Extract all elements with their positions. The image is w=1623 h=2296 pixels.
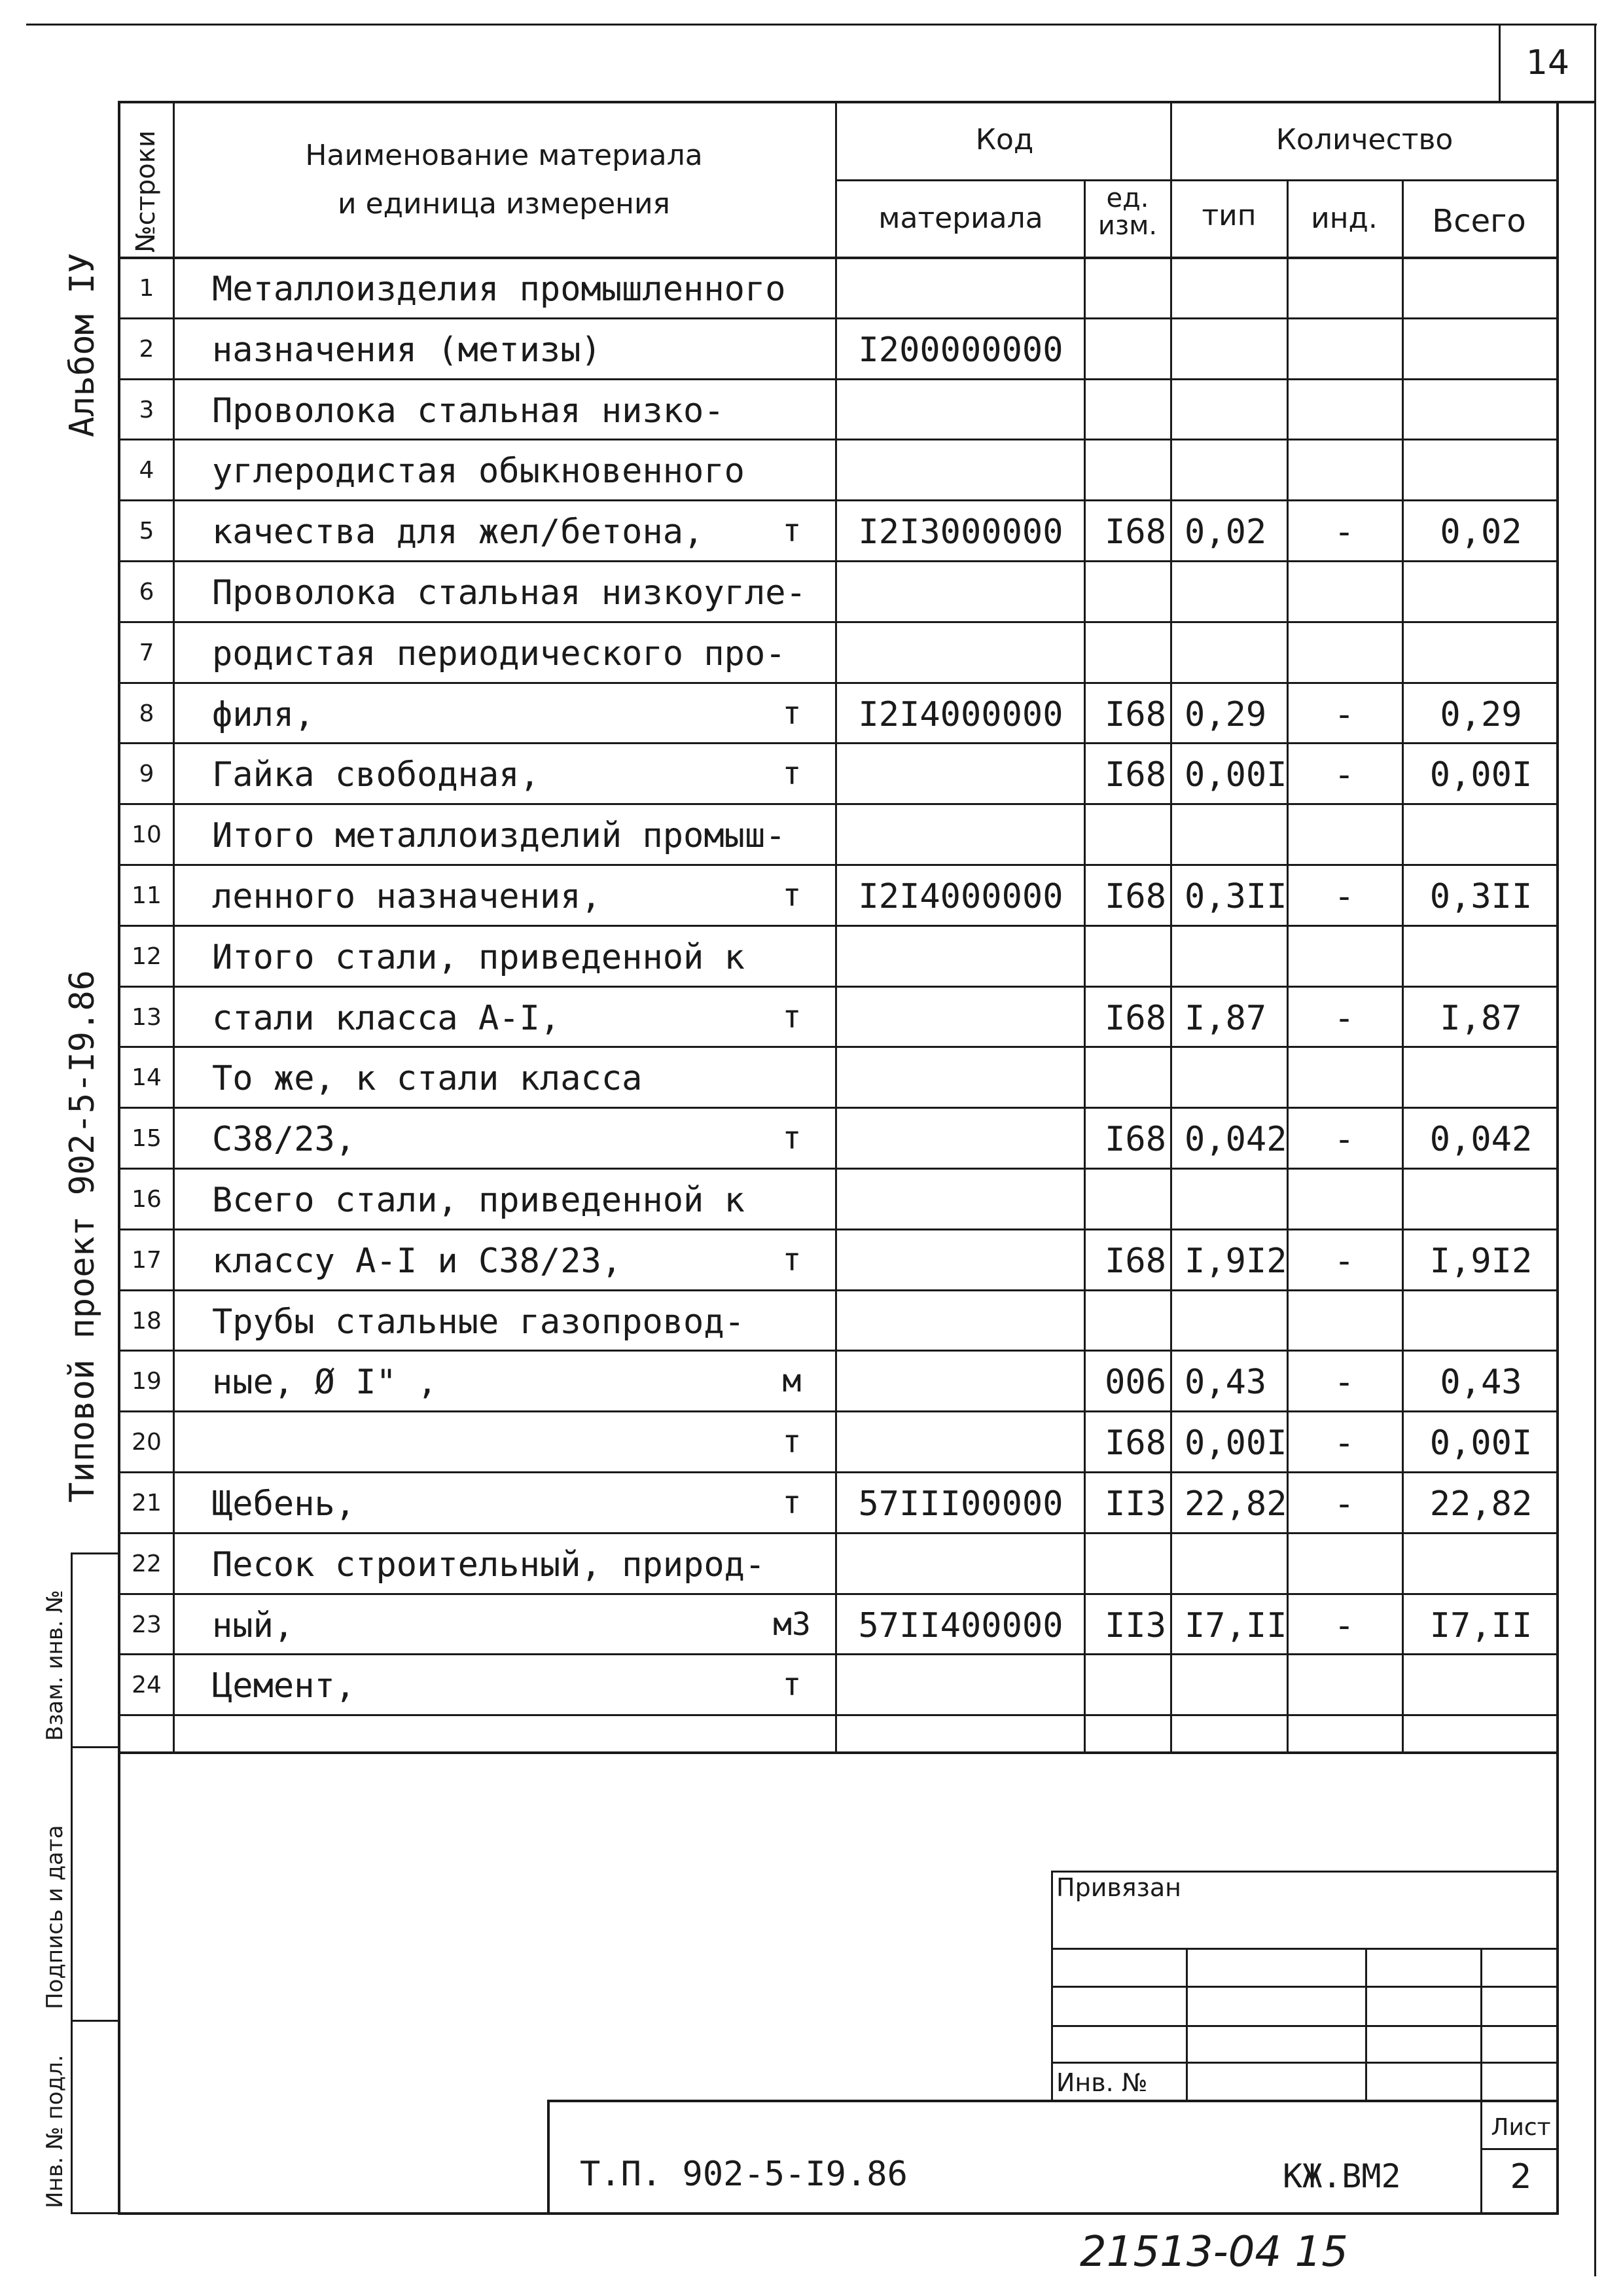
quantity-individual: - — [1334, 1120, 1355, 1160]
sheet-number: 2 — [1510, 2157, 1532, 2197]
material-name: Металлоизделия промышленного — [212, 270, 786, 309]
material-name: назначения (метизы) — [212, 330, 601, 370]
inv-no-label: Инв. № — [1056, 2068, 1148, 2097]
row-number: 7 — [139, 639, 154, 666]
material-code: I2I4000000 — [858, 694, 1063, 734]
material-name: Цемент, — [212, 1666, 356, 1706]
quantity-total: 0,3II — [1429, 877, 1533, 916]
qty-group-header: Количество — [1275, 123, 1454, 156]
unit-of-measure: т — [782, 1424, 802, 1461]
table-row — [0, 622, 1623, 683]
unit-of-measure: т — [782, 755, 802, 793]
row-number: 20 — [132, 1429, 162, 1456]
unit-code: I68 — [1105, 1424, 1166, 1463]
row-number: 6 — [139, 579, 154, 605]
material-name: ный, — [212, 1605, 294, 1645]
quantity-individual: - — [1334, 998, 1355, 1038]
material-name: классу А-I и С38/23, — [212, 1241, 622, 1281]
row-number: 18 — [132, 1307, 162, 1335]
table-row — [0, 865, 1623, 926]
quantity-individual: - — [1334, 1484, 1355, 1524]
quantity-type: 0,042 — [1185, 1120, 1287, 1160]
quantity-total: 0,02 — [1440, 512, 1522, 552]
row-number: 2 — [139, 335, 154, 363]
material-name: Проволока стальная низкоугле- — [212, 573, 806, 613]
table-row — [0, 987, 1623, 1048]
quantity-total: 0,29 — [1440, 694, 1522, 734]
quantity-type: 0,02 — [1185, 512, 1267, 552]
table-row — [0, 1230, 1623, 1291]
row-number: 16 — [132, 1186, 162, 1213]
unit-code: I68 — [1105, 1120, 1166, 1160]
material-name: Проволока стальная низко- — [212, 391, 724, 431]
material-name: Всего стали, приведенной к — [212, 1181, 745, 1220]
quantity-type: 0,43 — [1185, 1363, 1267, 1403]
material-name: С38/23, — [212, 1120, 356, 1160]
table-row — [0, 1291, 1623, 1352]
code-unit-header-text: ед. изм. — [1097, 183, 1158, 241]
unit-code: II3 — [1105, 1484, 1166, 1524]
name-header-line1: Наименование материала — [305, 139, 703, 172]
unit-of-measure: т — [782, 998, 802, 1035]
material-name: Гайка свободная, — [212, 755, 540, 795]
unit-of-measure: т — [782, 877, 802, 914]
stamp-signature-date: Подпись и дата — [42, 1825, 68, 2009]
code-material-header: материала — [878, 202, 1043, 235]
quantity-individual: - — [1334, 694, 1355, 734]
quantity-individual: - — [1334, 877, 1355, 916]
unit-of-measure: м3 — [773, 1605, 811, 1643]
row-number: 13 — [132, 1003, 162, 1031]
name-header-line2: и единица измерения — [337, 187, 671, 221]
material-code: I2I3000000 — [858, 512, 1063, 552]
table-row — [0, 319, 1623, 380]
quantity-type: 0,00I — [1185, 755, 1287, 795]
material-name: Итого металлоизделий промыш- — [212, 816, 786, 856]
quantity-type: 0,3II — [1185, 877, 1287, 916]
material-name: Песок строительный, природ- — [212, 1545, 766, 1585]
quantity-individual: - — [1334, 1363, 1355, 1403]
quantity-total: I7,II — [1429, 1605, 1533, 1645]
unit-code: II3 — [1105, 1605, 1166, 1645]
table-row — [0, 1534, 1623, 1594]
unit-of-measure: т — [782, 1484, 802, 1521]
row-number: 19 — [132, 1368, 162, 1395]
row-number: 9 — [139, 761, 154, 788]
table-row — [0, 258, 1623, 319]
row-number: 23 — [132, 1611, 162, 1638]
material-code: I2I4000000 — [858, 877, 1063, 916]
material-name: родистая периодического про- — [212, 634, 786, 673]
row-number: 24 — [132, 1672, 162, 1699]
table-row — [0, 683, 1623, 744]
qty-type-header: тип — [1202, 199, 1257, 232]
quantity-individual: - — [1334, 1424, 1355, 1463]
unit-code: I68 — [1105, 1241, 1166, 1281]
row-rule — [118, 1714, 1558, 1716]
quantity-individual: - — [1334, 512, 1355, 552]
table-row — [0, 744, 1623, 804]
unit-of-measure: т — [782, 694, 802, 732]
table-row — [0, 804, 1623, 865]
row-number: 14 — [132, 1064, 162, 1092]
material-name: То же, к стали класса — [212, 1059, 643, 1099]
quantity-type: 22,82 — [1185, 1484, 1287, 1524]
qty-ind-header: инд. — [1311, 202, 1378, 235]
row-number: 15 — [132, 1125, 162, 1153]
unit-of-measure: т — [782, 1120, 802, 1157]
quantity-type: I,9I2 — [1185, 1241, 1287, 1281]
document-code: КЖ.ВМ2 — [1283, 2157, 1401, 2195]
quantity-individual: - — [1334, 1605, 1355, 1645]
quantity-total: 0,00I — [1429, 755, 1533, 795]
row-number: 11 — [132, 882, 162, 909]
quantity-type: 0,00I — [1185, 1424, 1287, 1463]
row-number: 4 — [139, 457, 154, 484]
material-code: 57III00000 — [858, 1484, 1063, 1524]
row-number-header: №строки — [131, 130, 161, 253]
unit-of-measure: т — [782, 1241, 802, 1278]
stamp-inv-original: Инв. № подл. — [42, 2054, 68, 2208]
quantity-type: I,87 — [1185, 998, 1267, 1038]
row-number: 17 — [132, 1246, 162, 1274]
quantity-total: I,9I2 — [1429, 1241, 1533, 1281]
quantity-individual: - — [1334, 1241, 1355, 1281]
document-number: Т.П. 902-5-I9.86 — [580, 2155, 908, 2194]
quantity-type: 0,29 — [1185, 694, 1267, 734]
row-number: 1 — [139, 275, 154, 302]
table-row — [0, 380, 1623, 440]
material-name: углеродистая обыкновенного — [212, 452, 745, 492]
table-row — [0, 1108, 1623, 1169]
project-label: Типовой проект 902-5-I9.86 — [63, 970, 102, 1503]
quantity-total: 22,82 — [1429, 1484, 1533, 1524]
row-number: 21 — [132, 1490, 162, 1516]
material-code: 57II400000 — [858, 1605, 1063, 1645]
table-row — [0, 562, 1623, 622]
unit-of-measure: м — [782, 1363, 802, 1400]
quantity-total: 0,43 — [1440, 1363, 1522, 1403]
code-group-header: Код — [975, 123, 1034, 156]
unit-code: I68 — [1105, 877, 1166, 916]
unit-of-measure: т — [782, 512, 802, 550]
material-name: Трубы стальные газопровод- — [212, 1302, 745, 1342]
code-unit-header — [1086, 185, 1169, 240]
row-number: 10 — [132, 821, 162, 849]
table-row — [0, 1169, 1623, 1230]
row-number: 8 — [139, 700, 154, 727]
page-number: 14 — [1525, 43, 1570, 82]
material-name: Щебень, — [212, 1484, 356, 1524]
table-row — [0, 1473, 1623, 1534]
quantity-total: 0,00I — [1429, 1424, 1533, 1463]
table-row — [0, 440, 1623, 501]
handwritten-archive-number: 21513-04 15 — [1080, 2228, 1348, 2276]
unit-code: I68 — [1105, 512, 1166, 552]
material-name: филя, — [212, 694, 315, 734]
material-name: ные, Ø I" , — [212, 1363, 438, 1403]
quantity-total: 0,042 — [1429, 1120, 1533, 1160]
stamp-replace-inv: Взам. инв. № — [42, 1590, 68, 1741]
quantity-total: I,87 — [1440, 998, 1522, 1038]
table-row — [0, 1412, 1623, 1473]
material-code: I200000000 — [858, 330, 1063, 370]
quantity-individual: - — [1334, 755, 1355, 795]
unit-code: 006 — [1105, 1363, 1166, 1403]
unit-of-measure: т — [782, 1666, 802, 1704]
material-name: качества для жел/бетона, — [212, 512, 704, 552]
table-row — [0, 1655, 1623, 1715]
unit-code: I68 — [1105, 755, 1166, 795]
table-row — [0, 1351, 1623, 1412]
table-row — [0, 1047, 1623, 1108]
table-row — [0, 926, 1623, 987]
row-number: 12 — [132, 942, 162, 970]
material-name: стали класса А-I, — [212, 998, 561, 1038]
unit-code: I68 — [1105, 694, 1166, 734]
material-name: ленного назначения, — [212, 877, 601, 916]
sheet-label: Лист — [1491, 2114, 1551, 2141]
table-row — [0, 501, 1623, 562]
material-name: Итого стали, приведенной к — [212, 937, 745, 977]
row-number: 3 — [139, 396, 154, 423]
unit-code: I68 — [1105, 998, 1166, 1038]
quantity-type: I7,II — [1185, 1605, 1287, 1645]
row-number: 22 — [132, 1550, 162, 1577]
album-label: Альбом IУ — [63, 253, 102, 437]
privyazan-label: Привязан — [1056, 1873, 1181, 1902]
qty-total-header: Всего — [1432, 203, 1526, 240]
table-row — [0, 1594, 1623, 1655]
row-number: 5 — [139, 518, 154, 545]
